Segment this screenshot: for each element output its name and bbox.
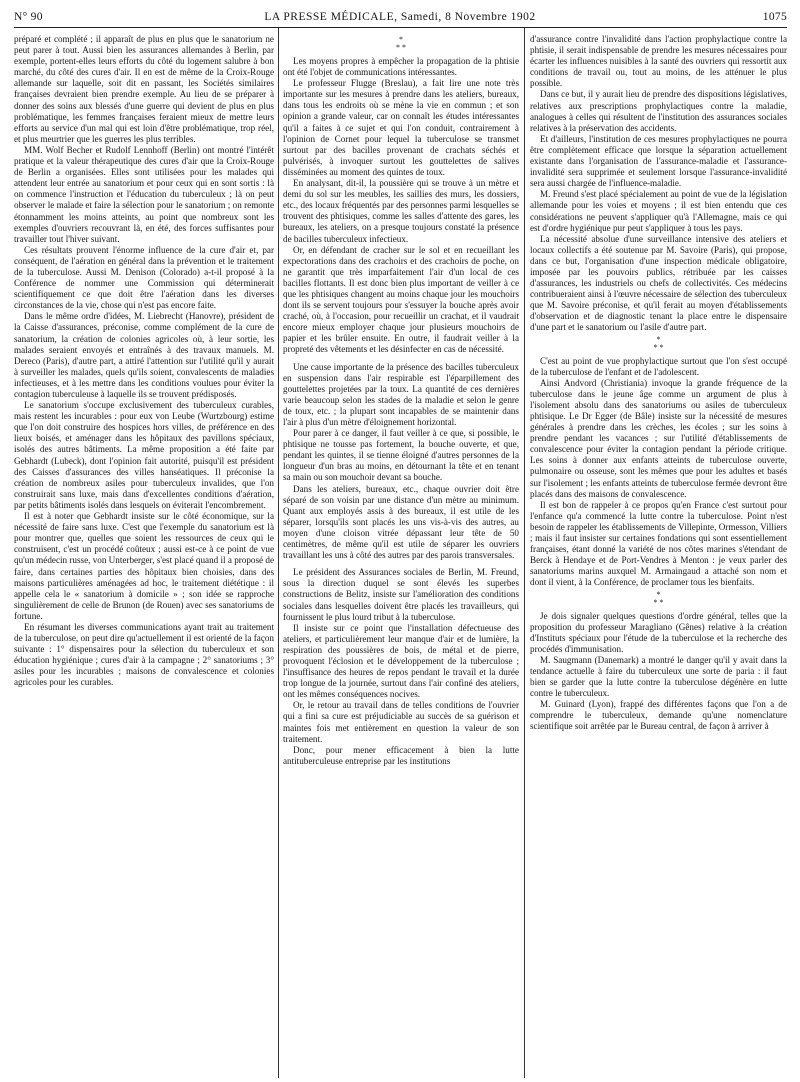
paragraph: Il est bon de rappeler à ce propos qu'en France c'est surtout pour l'enfance qu'a commencé la lutte contre la tuberculose. Point n'est besoin de rappeler les établissements de Villepinte, Ormesson, Villiers ; mais il faut insister sur certaines fondations qui sont essentiellement françaises, étant donné la variété de nos côtes marines s'étendant de Berck à Hendaye et de Port-Vendres à Menton : je veux parler des sanatoriums marins auxquel M. Armaingaud a attaché son nom et dont il vient, à la Conférence, de proclamer tous les bienfaits.: [530, 499, 787, 588]
paragraph: Dans ce but, il y aurait lieu de prendre des dispositions législatives, relatives aux prescriptions prophylactiques contre la maladie, analogues à celles qui résultent de l'institution des assurances sociales relatives à la préservation des accidents.: [530, 89, 787, 133]
paragraph: Or, le retour au travail dans de telles conditions de l'ouvrier qui a fini sa cure est préjudiciable au succès de sa guérison et maintes fois met entièrement en question la valeur de son traitement.: [283, 700, 519, 744]
paragraph: M. Freund s'est placé spécialement au point de vue de la législation allemande pour les voies et moyens ; il est bien entendu que ces considérations ne peuvent s'appliquer qu'à l'Allemagne, mais ce qui est d'ordre hygiénique pur peut s'appliquer à tous les pays.: [530, 189, 787, 233]
section-separator: * * *: [396, 35, 406, 52]
paragraph: Il insiste sur ce point que l'installation défectueuse des ateliers, et particulièrement leur manque d'air et de lumière, la respiration des poussières de bois, de métal et de pierre, provoquent l'éclosion et le développement de la tuberculose ; l'insuffisance des heures de repos pendant le travail et la durée trop longue de la journée, surtout dans l'air confiné des ateliers, ont les mêmes conséquences nocives.: [283, 622, 519, 700]
page-number: 1075: [762, 11, 787, 23]
column-1: [14, 34, 274, 1074]
paragraph: Et d'ailleurs, l'institution de ces mesures prophylactiques ne pourra être complètement efficace que lorsque la séparation actuellement existante dans l'organisation de l'assurance-maladie et l'assurance-invalidité sera supprimée et seulement lorsque l'assurance-invalidité sera aussi chargée de l'influence-maladie.: [530, 133, 787, 189]
section-separator: * * *: [653, 334, 664, 352]
paragraph: Le sanatorium s'occupe exclusivement des tuberculeux curables, mais restent les incurables : pour eux von Leube (Wurtzbourg) estime que l'on doit construire des hospices hors villes, de préférence en des lieux boisés, et aménager dans les hôpitaux des pavillons spéciaux, isolés des autres bâtiments. La même proposition a été faite par Gebhardt (Lubeck), dont l'opinion fait autorité, puisqu'il est président des Caisses d'assurances des villes hanséatiques. Il préconise la création de nombreux asiles pour tuberculeux invalides, que l'on construirait sans luxe, mais dans d'excellentes conditions d'aération, par petits bâtiments isolés dans lesquels on éviterait l'encombrement.: [14, 400, 274, 510]
running-header: [0, 8, 800, 28]
header-rule: [14, 27, 787, 28]
issue-number: N° 90: [14, 11, 43, 23]
journal-title: LA PRESSE MÉDICALE, Samedi, 8 Novembre 1902: [264, 11, 536, 23]
paragraph: Le professeur Flugge (Breslau), a fait lire une note très importante sur les mesures à prendre dans les ateliers, bureaux, dans tous les endroits où se mène la vie en commun ; et son opinion a grande valeur, car on connaît les études intéressantes qu'il a faites à ce sujet et qui l'on conduit, contrairement à l'opinion de Cornet pour lequel la tuberculose se transmet surtout par des bacilles provenant de crachats séchés et pulvérisés, à invoquer surtout les gouttelettes de salives disséminées au moment des quintes de toux.: [283, 78, 519, 177]
paragraph: M. Saugmann (Danemark) a montré le danger qu'il y avait dans la tendance actuelle à faire du tuberculeux une sorte de paria : il faut bien se garder que la lutte contre la tuberculose dégénère en lutte contre le tuberculeux.: [530, 654, 787, 699]
paragraph: Donc, pour mener efficacement à bien la lutte antituberculeuse entreprise par les institutions: [283, 744, 519, 766]
paragraph: La nécessité absolue d'une surveillance intensive des ateliers et locaux collectifs a été soutenue par M. Savoire (Paris), qui propose, dans ce but, l'organisation d'une inspection médicale obligatoire, imposée par les pouvoirs publics, rétribuée par les caisses d'assurances, les industriels ou chefs de collectivités. Ces médecins contribueraient ainsi à l'œuvre nécessaire de sélection des tuberculeux que M. Savoire préconise, et qu'il ferait au moyen d'établissements d'observation et de diagnostic tenant la place entre le dispensaire d'une part et le sanatorium ou l'asile d'autre part.: [530, 233, 787, 333]
paragraph: Ainsi Andvord (Christiania) invoque la grande fréquence de la tuberculose dans le jeune âge comme un argument de plus à l'isolement absolu dans des sanatoriums ou asiles de tuberculeux phtisique. Le Dr Egger (de Bâle) insiste sur la nécessité de mesures générales à prendre dans les crèches, les écoles ; sur les soins à prendre pendant les vacances ; sur l'utilité d'établissements de convalescence pour éviter la contagion pendant la période critique. Les soins à donner aux enfants atteints de tuberculose ouverte, pulmonaire ou osseuse, sont les mêmes que pour les adultes et basés sur l'isolement ; les enfants atteints de tuberculose fermée devront être placés dans des maisons de convalescence.: [530, 377, 787, 499]
paragraph: MM. Wolf Becher et Rudolf Lennhoff (Berlin) ont montré l'intérêt pratique et la valeur thérapeutique des cures d'air que la Croix-Rouge de Berlin a organisées. Elles sont utilisées pour les malades qui attendent leur entrée au sanatorium et pour ceux qui en sont sortis : là on commence l'instruction et l'éducation du tuberculeux ; là on peut observer le malade et faire la sélection pour le sanatorium ; on remonte étonnamment les moins atteints, au point que nombreux sont les exemples d'ouvriers recouvrant là, en été, des forces suffisantes pour travailler tout l'hiver suivant.: [14, 144, 274, 244]
paragraph: Je dois signaler quelques questions d'ordre général, telles que la proposition du professeur Maragliano (Gênes) relative à la création d'Instituts spéciaux pour l'étude de la tuberculose et la recherche des procédés d'immunisation.: [530, 610, 787, 654]
column-2: [283, 34, 519, 1074]
paragraph: En analysant, dit-il, la poussière qui se trouve à un mètre et demi du sol sur les meubles, les saillies des murs, les dossiers, etc., des locaux fréquentés par des personnes parmi lesquelles se trouvent des phtisiques, comme les salles d'attente des gares, les bureaux, les ateliers, on a presque toujours constaté la présence de bacilles tuberculeux infectieux.: [283, 178, 519, 244]
paragraph: Pour parer à ce danger, il faut veiller à ce que, si possible, le phtisique ne tousse pas fortement, la bouche ouverte, et que, pendant les quintes, il se tienne éloigné d'autres personnes de la longueur d'un bras au moins, en détournant la tête et en tenant sa main ou son mouchoir devant sa bouche.: [283, 428, 519, 483]
paragraph: Les moyens propres à empêcher la propagation de la phtisie ont été l'objet de communications intéressantes.: [283, 56, 519, 78]
paragraph: Dans les ateliers, bureaux, etc., chaque ouvrier doit être séparé de son voisin par une distance d'un mètre au minimum. Quant aux employés assis à des bureaux, il est utile de les séparer, lorsqu'ils sont placés les uns vis-à-vis des autres, au moyen d'une cloison vitrée dépassant leur tête de 50 centimètres, de même qu'il est utile de séparer les ouvriers travaillant les uns à côté des autres par des parois transversales.: [283, 483, 519, 561]
column-divider: [278, 28, 279, 1078]
paragraph: Dans le même ordre d'idées, M. Liebrecht (Hanovre), président de la Caisse d'assurances, préconise, comme complément de la cure de sanatorium, la création de colonies agricoles où, à leur sortie, les malades seraient envoyés et entraînés à des travaux manuels. M. Dereco (Paris), d'autre part, a attiré l'attention sur l'utilité qu'il y aurait à surveiller les malades, quels qu'ils soient, convalescents de maladies infectieuses, et à les mettre dans les conditions voulues pour éviter la contagion tuberculeuse à laquelle ils se trouvent prédisposés.: [14, 311, 274, 399]
column-divider: [524, 28, 525, 1078]
paragraph: préparé et complété ; il apparaît de plus en plus que le sanatorium ne peut parer à tout. Aussi bien les assurances allemandes à Berlin, par exemple, portent-elles leurs efforts du côté du logement salubre à bon marché, du côté des cures d'air. Il en est de même de la Croix-Rouge allemande sur laquelle, soit dit en passant, les Sociétés similaires françaises devraient bien prendre exemple. Au lieu de se préparer à donner des soins aux blessés d'une guerre qui devient de plus en plus problématique, les femmes françaises feraient mieux de mettre leurs efforts au service d'un mal qui est loin d'être problématique, trop réel, et plus meurtrier que les guerres les plus terribles.: [14, 34, 274, 144]
paragraph: Une cause importante de la présence des bacilles tuberculeux en suspension dans l'air respirable est l'éparpillement des gouttelettes projetées par la toux. La quantité de ces dernières varie beaucoup selon les stades de la maladie et selon le genre de toux, etc. ; la plupart sont incapables de se maintenir dans l'air à plus d'un mètre d'éloignement horizontal.: [283, 361, 519, 427]
paragraph: d'assurance contre l'invalidité dans l'action prophylactique contre la phtisie, il serait indispensable de prendre les mesures nécessaires pour écarter les influences nuisibles à la santé des ouvriers qui ressortit aux conditions de travail ou, tout au moins, de les atténuer le plus possible.: [530, 34, 787, 89]
paragraph: Ces résultats prouvent l'énorme influence de la cure d'air et, par conséquent, de l'aération en général dans la prévention et le traitement de la tuberculose. Aussi M. Denison (Colorado) a-t-il proposé à la Conférence de nommer une Commission qui déterminerait scientifiquement ce que doit être l'aération dans les diverses circonstances de la vie, chose qui n'est pas encore faite.: [14, 244, 274, 311]
column-3: [530, 34, 787, 1074]
paragraph: En résumant les diverses communications ayant trait au traitement de la tuberculose, on peut dire qu'actuellement il est orienté de la façon suivante : 1° dispensaires pour la sélection du tuberculeux et son éducation hygiénique ; cures d'air à la campagne ; 2° sanatoriums ; 3° asiles pour les incurables ; maisons de convalescence et colonies agricoles pour les curables.: [14, 621, 274, 688]
paragraph: Or, en défendant de cracher sur le sol et en recueillant les expectorations dans des crachoirs et des crachoirs de poche, on ne garantit que très imparfaitement l'air d'un local de ces bacilles flottants. Il est donc bien plus important de veiller à ce que les phtisiques changent au moins chaque jour les mouchoirs dont ils se servent toujours pour s'essuyer la bouche après avoir craché, où, à l'occasion, pour recueillir un crachat, et il vaudrait encore mieux employer chaque jour plusieurs mouchoirs de papier et les brûler ensuite. En outre, il faudrait veiller à la propreté des vêtements et les désinfecter en cas de nécessité.: [283, 244, 519, 355]
paragraph: Il est à noter que Gebhardt insiste sur le côté économique, sur la nécessité de faire sans luxe. C'est que l'exemple du sanatorium est là pour montrer que, quelles que soient les ressources de ceux qui le construisent, c'est un procédé coûteux ; aussi est-ce à ce point de vue qu'un médecin russe, von Unterberger, s'est placé quand il a proposé de faire, dans certaines parties des hôpitaux bien choisies, dans des maisons particulières aménagées ad hoc, le traitement diététique : il appelle cela le « sanatorium à domicile » ; son idée se rapproche singulièrement de celle de Brunon (de Rouen) avec ses sanatoriums de fortune.: [14, 511, 274, 621]
paragraph: C'est au point de vue prophylactique surtout que l'on s'est occupé de la tuberculose de l'enfant et de l'adolescent.: [530, 355, 787, 377]
paragraph: Le président des Assurances sociales de Berlin, M. Freund, sous la direction duquel se sont élevés les superbes constructions de Belitz, insiste sur l'amélioration des conditions sociales dans lesquelles doivent être placés les travailleurs, qui fournissent le plus lourd tribut à la tuberculose.: [283, 567, 519, 622]
paragraph: M. Guinard (Lyon), frappé des différentes façons que l'on a de comprendre le tuberculeux, demande qu'une nomenclature scientifique soit arrêtée par le Bureau central, de façon à arriver à: [530, 699, 787, 732]
section-separator: * * *: [653, 589, 664, 607]
